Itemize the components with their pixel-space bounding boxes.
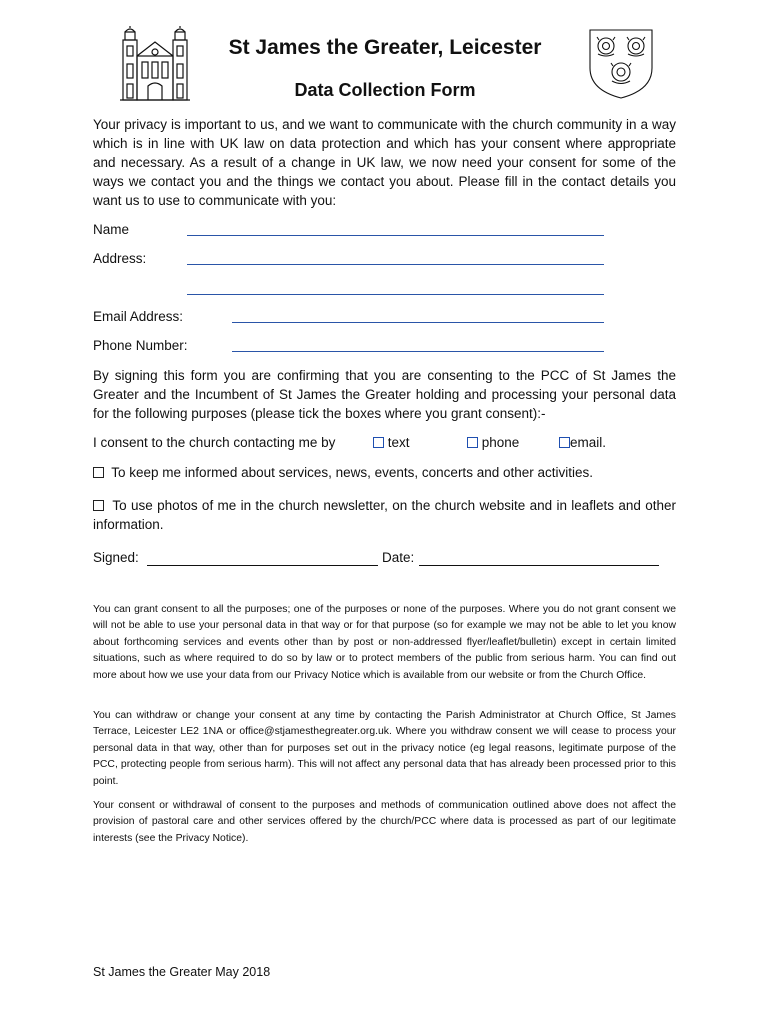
address-field-line-1[interactable] <box>187 264 604 265</box>
purpose-2-label: To use photos of me in the church newsletter, on the church website and in leaflets and other information. <box>93 498 676 532</box>
intro-paragraph: Your privacy is important to us, and we want to communicate with the church community in a way which is in line with UK law on data protection and which has your consent where appropriate and necessary. As a result of a change in UK law, we now need your consent for some of the ways we contact you and the things we contact you about. Please fill in the contact details you want us to use to communicate with you: <box>93 117 676 208</box>
document-title: St James the Greater, Leicester <box>228 36 542 59</box>
notes-paragraph-1: You can grant consent to all the purposes; one of the purposes or none of the purposes. Where you do not grant consent we will not be able to use your personal data in that way or for that purpose (so for example we may not be able to let you know about forthcoming services and events other than by post or non-addressed flyer/leaflet/bulletin) except in certain limited situations, such as where required to do so by law or to protect members of the public from serious harm. You can find out more about how we use your data from our Privacy Notice which is available from our website or from the Church Office. <box>93 604 676 681</box>
notes-paragraph-3: Your consent or withdrawal of consent to the purposes and methods of communication outlined above does not affect the provision of pastoral care and other services offered by the church/PCC where data is processed as part of our legitimate interests (see the Privacy Notice). <box>93 800 676 844</box>
option-phone-label: phone <box>481 435 520 450</box>
name-label: Name <box>93 222 130 237</box>
purpose-2[interactable] <box>93 496 676 534</box>
phone-label: Phone Number: <box>93 338 188 353</box>
option-text[interactable] <box>373 435 410 450</box>
date-field[interactable] <box>419 565 659 566</box>
address-label: Address: <box>93 251 147 266</box>
checkbox-icon[interactable] <box>467 437 478 448</box>
date-label: Date: <box>382 550 415 565</box>
phone-field[interactable] <box>232 351 604 352</box>
footer-text: St James the Greater May 2018 <box>93 965 271 979</box>
checkbox-icon[interactable] <box>93 467 104 478</box>
email-field[interactable] <box>232 322 604 323</box>
checkbox-icon[interactable] <box>373 437 384 448</box>
name-field[interactable] <box>187 235 604 236</box>
address-field-line-2[interactable] <box>187 294 604 295</box>
checkbox-icon[interactable] <box>93 500 104 511</box>
consent-intro-paragraph: By signing this form you are confirming that you are consenting to the PCC of St James the Greater and the Incumbent of St James the Greater holding and processing your personal data for the following purposes (please tick the boxes where you grant consent):- <box>93 368 676 421</box>
contact-method-label: I consent to the church contacting me by <box>93 435 336 450</box>
email-label: Email Address: <box>93 309 184 324</box>
option-email-label: email. <box>570 435 607 450</box>
option-email[interactable] <box>559 435 606 450</box>
signature-field[interactable] <box>147 565 378 566</box>
option-text-label: text <box>387 435 410 450</box>
signed-label: Signed: <box>93 550 139 565</box>
purpose-1-label: To keep me informed about services, news, events, concerts and other activities. <box>111 465 594 480</box>
document-subtitle: Data Collection Form <box>294 80 476 100</box>
notes-paragraph-2: You can withdraw or change your consent at any time by contacting the Parish Administrator at Church Office, St James Terrace, Leicester LE2 1NA or office@stjamesthegreater.org.uk. Where you withdraw consent we will cease to process your personal data in that way, other than for purposes set out in the privacy notice (eg legal reasons, legitimate purpose of the PCC, protecting people from serious harm). This will not affect any personal data that has already been processed prior to this point. <box>93 710 676 787</box>
purpose-1[interactable] <box>93 465 676 480</box>
option-phone[interactable] <box>467 435 519 450</box>
checkbox-icon[interactable] <box>559 437 570 448</box>
